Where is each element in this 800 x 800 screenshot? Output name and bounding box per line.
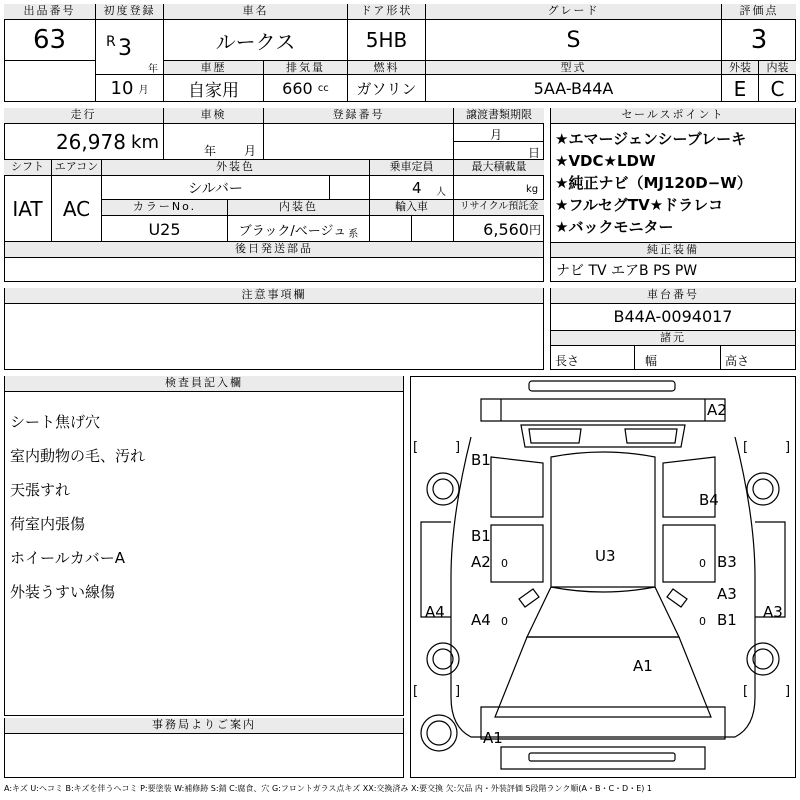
office-label: 事務局よりご案内 <box>5 718 403 734</box>
import-a <box>370 216 412 242</box>
insp-year-unit: 年 <box>204 144 217 158</box>
transfer-month <box>454 124 544 142</box>
mark-a4-door: A4 <box>471 611 491 629</box>
ext-grade: E <box>722 75 759 102</box>
bracket: [ <box>743 684 749 699</box>
fuel-label: 燃料 <box>348 61 426 75</box>
note-line: ホイールカバーA <box>10 549 125 567</box>
dims-height: 高さ <box>725 354 750 368</box>
int-grade: C <box>770 76 785 101</box>
recycle-label: リサイクル預託金 <box>454 200 544 216</box>
displacement-label: 排気量 <box>264 61 348 75</box>
lot-empty <box>4 60 96 102</box>
mark-a2-top: A2 <box>707 401 727 419</box>
score: 3 <box>750 25 768 55</box>
note-line: 外装うすい線傷 <box>10 583 116 601</box>
selling-points-list <box>551 126 795 238</box>
mark-a3-right: A3 <box>763 603 783 621</box>
capacity-unit: 人 <box>436 187 446 198</box>
mark-b3-door: B3 <box>717 553 737 571</box>
selling-point: ★フルセグTV★ドラレコ <box>555 196 724 214</box>
transfer-month-unit: 月 <box>490 128 503 142</box>
max-load <box>454 176 544 200</box>
selling-points-label: セールスポイント <box>551 108 795 124</box>
year-unit: 年 <box>148 64 158 75</box>
mark-a3-door: A3 <box>717 585 737 603</box>
bracket: ] <box>455 440 461 455</box>
legend: A:キズ U:ヘコミ B:キズを伴うヘコミ P:要塗装 W:補修跡 S:錆 C:腐食、穴 G:フロントガラス点キズ XX:交換済み X:要交換 欠:欠品 内・外装評価 5段階ランク順(A・B・C・D・E) 1 <box>4 784 653 793</box>
color-no-label: カラーNo. <box>102 200 228 216</box>
shift: IAT <box>4 176 52 242</box>
note-line: 室内動物の毛、汚れ <box>10 447 146 465</box>
transfer-day <box>454 142 544 160</box>
model: 5AA-B44A <box>426 75 722 102</box>
int-color-label: 内装色 <box>228 200 370 216</box>
bracket: ] <box>785 440 791 455</box>
mark-a1-bottom: A1 <box>483 729 503 747</box>
selling-point: ★エマージェンシーブレーキ <box>555 130 747 148</box>
model-label: 型式 <box>426 61 722 75</box>
grade: S <box>426 20 722 60</box>
mileage <box>4 124 164 160</box>
mark-u3-roof: U3 <box>595 547 616 565</box>
first-reg-value <box>96 20 164 74</box>
selling-point: ★バックモニター <box>555 218 674 236</box>
int-color-value: ブラック/ベージュ <box>238 223 347 239</box>
mileage-label: 走行 <box>4 108 164 124</box>
note-line: 荷室内張傷 <box>10 515 86 533</box>
door-label: ドア形状 <box>348 4 426 20</box>
month-unit: 月 <box>138 85 149 96</box>
month: 10 <box>110 78 134 99</box>
car-name: ルークス <box>164 20 348 60</box>
damage-diagram <box>410 376 796 778</box>
displacement <box>264 75 348 102</box>
note-line: 天張すれ <box>10 481 71 499</box>
inspector-notes <box>6 393 402 713</box>
transfer-label: 譲渡書類期限 <box>454 108 544 124</box>
later-parts-label: 後日発送部品 <box>5 242 543 258</box>
notes-label: 注意事項欄 <box>5 288 543 304</box>
dims-length: 長さ <box>551 346 635 370</box>
dims-label: 諸元 <box>551 330 795 346</box>
reg-no-label: 登録番号 <box>264 108 454 124</box>
bracket: [ <box>413 684 419 699</box>
selling-point: ★VDC★LDW <box>555 152 656 170</box>
lot-number: 63 <box>4 20 96 60</box>
capacity-value: 4 <box>412 179 422 197</box>
color-no: U25 <box>102 216 228 242</box>
ac-label: エアコン <box>52 160 102 176</box>
selling-point: ★純正ナビ（MJ120D−W） <box>555 174 752 192</box>
mileage-unit: km <box>131 131 159 153</box>
first-reg-month <box>96 74 164 102</box>
bracket: [ <box>413 440 419 455</box>
chassis-number: B44A-0094017 <box>613 306 733 326</box>
era-year: 3 <box>118 36 132 61</box>
inspection-value <box>164 124 264 160</box>
history-label: 車歴 <box>164 61 264 75</box>
bracket: ] <box>785 684 791 699</box>
mark-a4-left: A4 <box>425 603 445 621</box>
mark-b1-left: B1 <box>471 451 491 469</box>
mark-zero: 0 <box>699 557 706 570</box>
ac: AC <box>52 176 102 242</box>
equipment-label: 純正装備 <box>551 242 795 258</box>
car-name-label: 車名 <box>164 4 348 20</box>
mark-a2-door: A2 <box>471 553 491 571</box>
max-load-unit: kg <box>526 184 539 195</box>
score-label: 評価点 <box>722 4 796 20</box>
recycle <box>454 216 544 242</box>
bracket: ] <box>455 684 461 699</box>
displacement-unit: cc <box>317 83 329 94</box>
int-label: 内装 <box>759 61 796 75</box>
transfer-day-unit: 日 <box>528 146 541 160</box>
recycle-value: 6,560 <box>483 219 529 239</box>
history: 自家用 <box>164 75 264 102</box>
ext-color-extra <box>330 176 370 200</box>
mark-a1-bonnet: A1 <box>633 657 653 675</box>
inspector-label: 検査員記入欄 <box>5 376 403 392</box>
ext-color-label: 外装色 <box>102 160 370 176</box>
equipment: ナビ TV エアB PS PW <box>556 263 698 279</box>
mark-b1-rdoor: B1 <box>717 611 737 629</box>
mark-b4-right: B4 <box>699 491 719 509</box>
first-reg-label: 初度登録 <box>96 4 164 20</box>
grade-label: グレード <box>426 4 722 20</box>
import-b <box>412 216 454 242</box>
chassis-label: 車台番号 <box>551 288 795 304</box>
max-load-label: 最大積載量 <box>454 160 544 176</box>
reg-no <box>264 124 454 160</box>
mark-zero: 0 <box>501 557 508 570</box>
insp-month-unit: 月 <box>244 144 257 158</box>
door-type: 5HB <box>348 20 426 60</box>
mark-zero: 0 <box>501 615 508 628</box>
lot-label: 出品番号 <box>4 4 96 20</box>
capacity-label: 乗車定員 <box>370 160 454 176</box>
mark-b1-door: B1 <box>471 527 491 545</box>
dims-width: 幅 <box>635 346 721 370</box>
era: R <box>106 34 116 50</box>
note-line: シート焦げ穴 <box>10 413 101 431</box>
fuel: ガソリン <box>348 75 426 102</box>
inspection-label: 車検 <box>164 108 264 124</box>
int-color-suffix: 系 <box>348 228 359 240</box>
capacity <box>370 176 454 200</box>
bracket: [ <box>743 440 749 455</box>
car-diagram-svg <box>411 377 795 777</box>
ext-label: 外装 <box>722 61 759 75</box>
mileage-value: 26,978 <box>55 130 126 154</box>
displacement-value: 660 <box>282 79 313 98</box>
mark-zero: 0 <box>699 615 706 628</box>
recycle-unit: 円 <box>528 222 541 237</box>
shift-label: シフト <box>4 160 52 176</box>
ext-color: シルバー <box>102 176 330 200</box>
int-color <box>228 216 370 242</box>
import-label: 輸入車 <box>370 200 454 216</box>
